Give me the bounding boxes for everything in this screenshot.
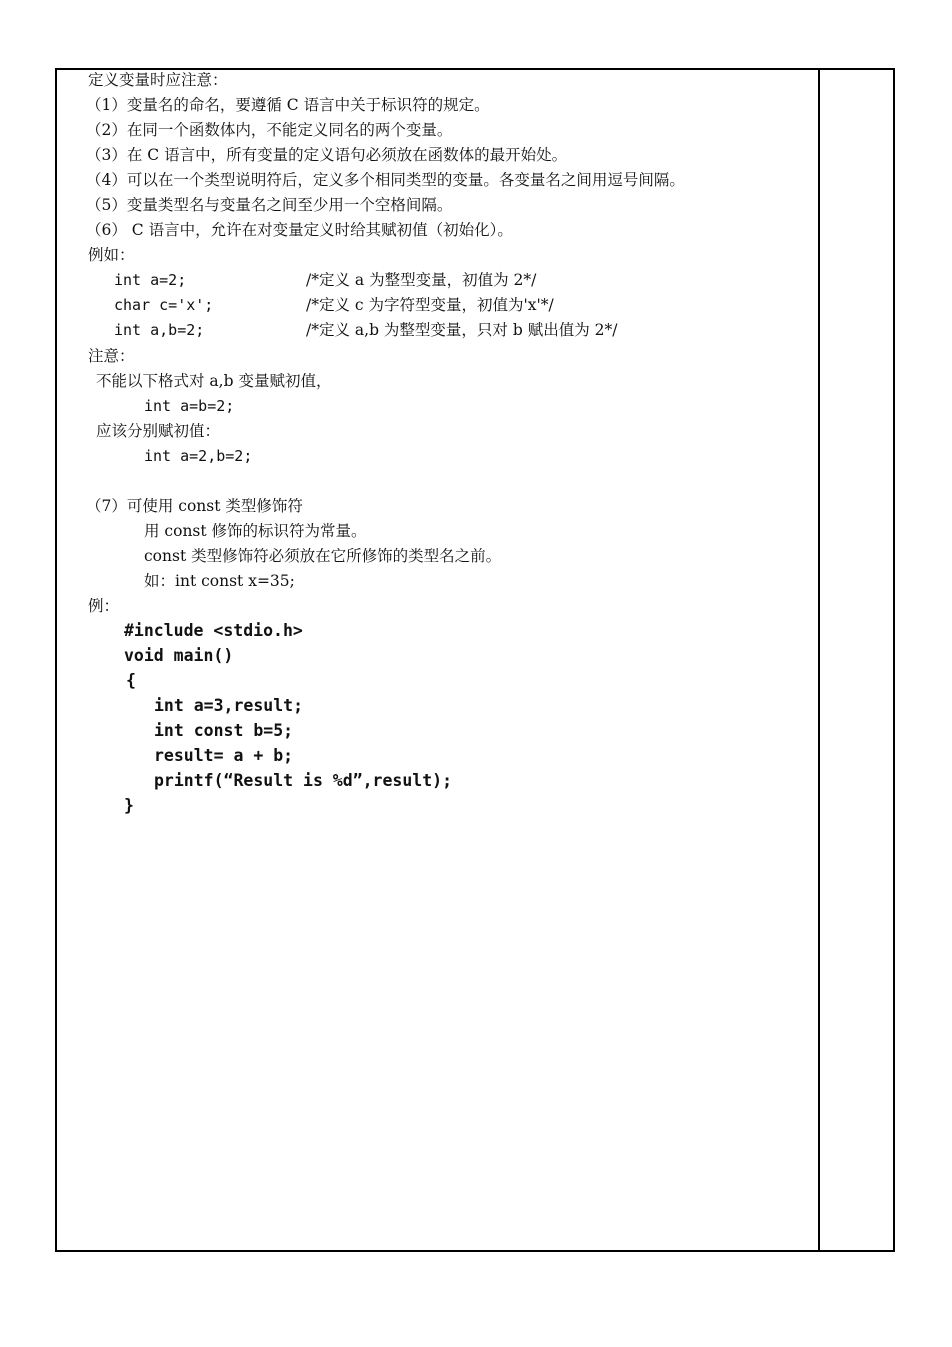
program-label: 例： [88,597,120,615]
rule-7-line-2: const 类型修饰符必须放在它所修饰的类型名之前。 [144,547,502,565]
rule-7-line-1: 用 const 修饰的标识符为常量。 [144,522,367,540]
program-line-6: result= a + b; [154,746,294,765]
example-comment-1: /*定义 a 为整型变量，初值为 2*/ [306,271,537,289]
attention-label: 注意： [88,347,135,365]
right-column-divider [818,70,820,1250]
rule-5: （5）变量类型名与变量名之间至少用一个空格间隔。 [86,196,453,214]
rule-4: （4）可以在一个类型说明符后，定义多个相同类型的变量。各变量名之间用逗号间隔。 [86,171,685,189]
example-comment-2: /*定义 c 为字符型变量，初值为'x'*/ [306,296,554,314]
notes-heading: 定义变量时应注意： [88,71,228,89]
example-label: 例如： [88,246,135,264]
rule-2: （2）在同一个函数体内，不能定义同名的两个变量。 [86,121,453,139]
rule-7-line-3: 如：int const x=35; [144,572,295,590]
program-line-2: void main() [124,646,234,665]
program-line-1: #include <stdio.h> [124,621,303,640]
right-init-note: 应该分别赋初值： [96,422,221,440]
program-line-4: int a=3,result; [154,696,304,715]
program-line-5: int const b=5; [154,721,294,740]
rule-7-title: （7）可使用 const 类型修饰符 [86,497,303,515]
example-code-1: int a=2; [114,271,187,289]
rule-3: （3）在 C 语言中，所有变量的定义语句必须放在函数体的最开始处。 [86,146,568,164]
program-line-8: } [124,796,134,815]
program-line-7: printf(“Result is %d”,result); [154,771,453,790]
wrong-init-note: 不能以下格式对 a,b 变量赋初值， [96,372,332,390]
example-code-2: char c='x'; [114,296,214,314]
program-line-3: { [126,671,136,690]
rule-1: （1）变量名的命名，要遵循 C 语言中关于标识符的规定。 [86,96,490,114]
rule-6: （6） C 语言中，允许在对变量定义时给其赋初值（初始化）。 [86,221,513,239]
wrong-init-code: int a=b=2; [144,397,235,415]
example-code-3: int a,b=2; [114,321,205,339]
example-comment-3: /*定义 a,b 为整型变量，只对 b 赋出值为 2*/ [306,321,618,339]
right-init-code: int a=2,b=2; [144,447,253,465]
